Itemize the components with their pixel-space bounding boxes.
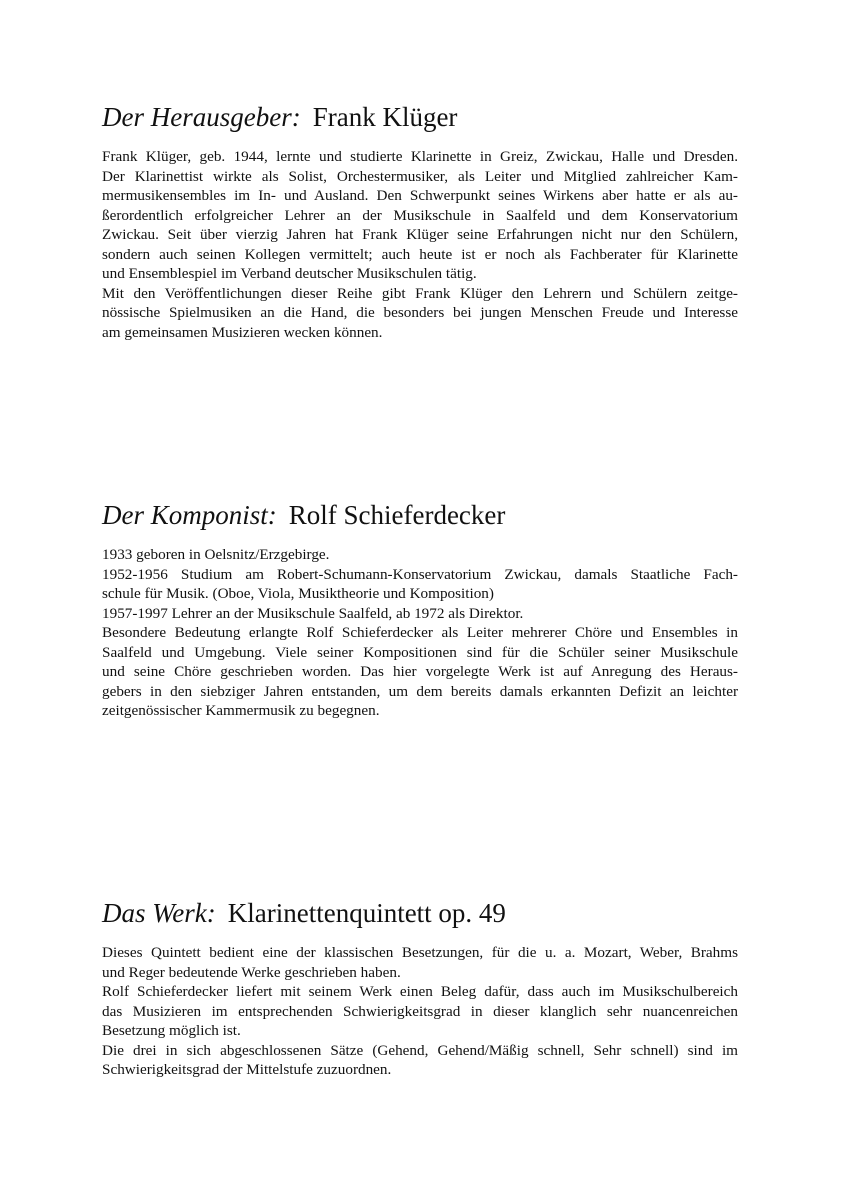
text-line: mermusikensembles im In- und Ausland. Den Schwerpunkt seines Wirkens aber hatte er als au- [102,187,738,204]
text-line: Zwickau. Seit über vierzig Jahren hat Frank Klüger seine Erfahrungen nicht nur den Schülern, [102,226,738,243]
heading-subject: Frank Klüger [312,102,458,132]
heading-lead: Der Herausgeber: [102,102,301,132]
text-line: schule für Musik. (Oboe, Viola, Musiktheorie und Komposition) [102,585,494,602]
text-line: gebers in den siebziger Jahren entstanden, um dem bereits damals erkannten Defizit an leichter [102,682,738,700]
section-heading [102,897,738,929]
text-line: Besetzung möglich ist. [102,1022,241,1039]
text-line: und Ensemblespiel im Verband deutscher Musikschulen tätig. [102,265,477,282]
text-line: Mit den Veröffentlichungen dieser Reihe gibt Frank Klüger den Lehrern und Schülern zeitge- [102,284,738,302]
text-line: sondern auch seinen Kollegen vermittelt; auch heute ist er noch als Fachberater für Klarinette [102,245,738,263]
text-line: nössische Spielmusiken an die Hand, die besonders bei jungen Menschen Freude und Interesse [102,304,738,321]
text-line: Dieses Quintett bedient eine der klassischen Besetzungen, für die u. a. Mozart, Weber, Brahms [102,944,738,961]
text-line: Der Klarinettist wirkte als Solist, Orchestermusiker, als Leiter und Mitglied zahlreicher Kam- [102,167,738,185]
text-line: Die drei in sich abgeschlossenen Sätze (Gehend, Gehend/Mäßig schnell, Sehr schnell) sind im [102,1041,738,1059]
section-body [102,147,738,342]
text-line: 1957-1997 Lehrer an der Musikschule Saalfeld, ab 1972 als Direktor. [102,604,524,622]
text-line: Frank Klüger, geb. 1944, lernte und studierte Klarinette in Greiz, Zwickau, Halle und Dresden. [102,148,738,165]
section-body [102,545,738,721]
heading-subject: Rolf Schieferdecker [288,500,506,530]
text-line: Besondere Bedeutung erlangte Rolf Schieferdecker als Leiter mehrerer Chöre und Ensembles in [102,624,738,641]
text-line: 1933 geboren in Oelsnitz/Erzgebirge. [102,546,330,563]
section-heading [102,499,738,531]
section-publisher [102,101,738,342]
text-line: am gemeinsamen Musizieren wecken können. [102,323,383,341]
heading-lead: Der Komponist: [102,500,277,530]
section-heading [102,101,738,133]
text-line: und seine Chöre geschrieben worden. Das hier vorgelegte Werk ist auf Anregung des Heraus- [102,663,738,680]
heading-lead: Das Werk: [102,898,216,928]
text-line: 1952-1956 Studium am Robert-Schumann-Konservatorium Zwickau, damals Staatliche Fach- [102,565,738,583]
section-body [102,943,738,1080]
text-line: das Musizieren im entsprechenden Schwierigkeitsgrad in dieser klanglich sehr nuancenreichen [102,1002,738,1020]
text-line: Saalfeld und Umgebung. Viele seiner Kompositionen sind für die Schüler seiner Musikschule [102,643,738,661]
text-line: Schwierigkeitsgrad der Mittelstufe zuzuordnen. [102,1061,392,1078]
text-line: Rolf Schieferdecker liefert mit seinem Werk einen Beleg dafür, dass auch im Musikschulbereich [102,983,738,1000]
section-composer [102,499,738,721]
text-line: und Reger bedeutende Werke geschrieben haben. [102,963,401,981]
text-line: zeitgenössischer Kammermusik zu begegnen. [102,702,380,719]
text-line: ßerordentlich erfolgreicher Lehrer an der Musikschule in Saalfeld und dem Konservatorium [102,206,738,224]
heading-subject: Klarinettenquintett op. 49 [227,898,506,928]
section-work [102,897,738,1080]
